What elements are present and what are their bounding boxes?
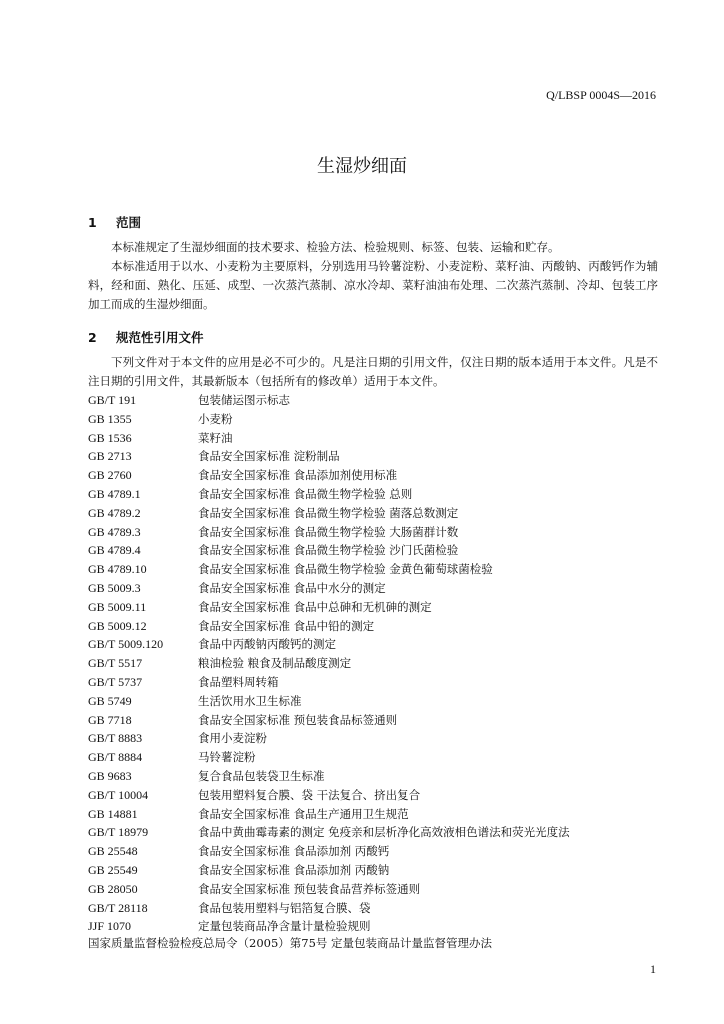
reference-code: GB 7718 bbox=[88, 712, 132, 727]
reference-code: GB 14881 bbox=[88, 806, 138, 821]
reference-title: 小麦粉 bbox=[198, 411, 233, 426]
reference-title: 定量包装商品净含量计量检验规则 bbox=[198, 919, 371, 934]
reference-code: GB 2713 bbox=[88, 449, 132, 464]
reference-title: 食品安全国家标准 食品微生物学检验 沙门氏菌检验 bbox=[198, 543, 459, 558]
reference-row bbox=[88, 805, 668, 824]
reference-code: GB/T 8883 bbox=[88, 731, 143, 746]
reference-code: GB 9683 bbox=[88, 768, 132, 783]
reference-row bbox=[88, 673, 668, 692]
reference-title: 食用小麦淀粉 bbox=[198, 731, 267, 746]
reference-title: 食品安全国家标准 食品微生物学检验 金黄色葡萄球菌检验 bbox=[198, 562, 493, 577]
paragraph: 下列文件对于本文件的应用是必不可少的。凡是注日期的引用文件，仅注日期的版本适用于本文件。凡是不注日期的引用文件，其最新版本（包括所有的修改单）适用于本文件。 bbox=[88, 355, 658, 388]
reference-title: 食品安全国家标准 食品添加剂 丙酸钠 bbox=[198, 862, 390, 877]
reference-row bbox=[88, 429, 668, 448]
section-1-body bbox=[88, 238, 658, 314]
reference-row bbox=[88, 880, 668, 899]
reference-row bbox=[88, 711, 668, 730]
reference-row bbox=[88, 748, 668, 767]
reference-list bbox=[88, 391, 668, 936]
reference-row bbox=[88, 523, 668, 542]
reference-row bbox=[88, 692, 668, 711]
paragraph: 本标准规定了生湿炒细面的技术要求、检验方法、检验规则、标签、包装、运输和贮存。 bbox=[111, 240, 560, 254]
reference-row bbox=[88, 899, 668, 918]
reference-title: 食品安全国家标准 食品添加剂使用标准 bbox=[198, 468, 398, 483]
reference-code: GB 28050 bbox=[88, 881, 138, 896]
reference-code: GB/T 8884 bbox=[88, 750, 143, 765]
reference-code: GB/T 5517 bbox=[88, 656, 143, 671]
reference-row bbox=[88, 447, 668, 466]
reference-title: 马铃薯淀粉 bbox=[198, 750, 256, 765]
reference-title: 食品安全国家标准 食品添加剂 丙酸钙 bbox=[198, 844, 390, 859]
reference-row bbox=[88, 654, 668, 673]
reference-code: GB 4789.10 bbox=[88, 562, 147, 577]
reference-row bbox=[88, 786, 668, 805]
reference-title: 食品安全国家标准 食品中总砷和无机砷的测定 bbox=[198, 599, 432, 614]
reference-title: 食品安全国家标准 预包装食品营养标签通则 bbox=[198, 881, 421, 896]
section-1-heading bbox=[88, 213, 141, 231]
reference-title: 食品安全国家标准 食品微生物学检验 大肠菌群计数 bbox=[198, 524, 459, 539]
reference-row bbox=[88, 842, 668, 861]
paragraph: 本标准适用于以水、小麦粉为主要原料，分别选用马铃薯淀粉、小麦淀粉、菜籽油、丙酸钠、丙酸钙作为辅料，经和面、熟化、压延、成型、一次蒸汽蒸制、凉水冷却、菜籽油油布处理、二次蒸汽蒸制、冷却、包装工序加工而成的生湿炒细面。 bbox=[88, 259, 658, 311]
reference-code: GB/T 28118 bbox=[88, 900, 148, 915]
reference-code: GB 4789.4 bbox=[88, 543, 141, 558]
regulation-reference: 国家质量监督检验检疫总局令（2005）第75号 定量包装商品计量监督管理办法 bbox=[88, 936, 493, 950]
reference-code: GB/T 10004 bbox=[88, 787, 149, 802]
reference-title: 包装储运图示标志 bbox=[198, 393, 290, 407]
reference-code: GB 5009.12 bbox=[88, 618, 147, 633]
reference-title: 食品安全国家标准 淀粉制品 bbox=[198, 449, 340, 464]
page-number: 1 bbox=[650, 962, 656, 976]
section-title: 规范性引用文件 bbox=[116, 330, 204, 345]
reference-row bbox=[88, 617, 668, 636]
reference-row bbox=[88, 504, 668, 523]
reference-code: GB 4789.1 bbox=[88, 486, 141, 501]
reference-code: GB 5749 bbox=[88, 693, 132, 708]
reference-code: GB 1355 bbox=[88, 411, 132, 426]
reference-row bbox=[88, 410, 668, 429]
reference-row bbox=[88, 917, 668, 936]
reference-code: GB/T 5009.120 bbox=[88, 637, 164, 652]
reference-title: 食品中黄曲霉毒素的测定 免疫亲和层析净化高效液相色谱法和荧光光度法 bbox=[198, 825, 570, 840]
reference-row bbox=[88, 861, 668, 880]
reference-title: 食品安全国家标准 食品中水分的测定 bbox=[198, 580, 386, 595]
reference-row bbox=[88, 391, 668, 410]
reference-code: GB 1536 bbox=[88, 430, 132, 445]
reference-title: 食品塑料周转箱 bbox=[198, 674, 279, 689]
section-number: 1 bbox=[88, 215, 97, 230]
page-title: 生湿炒细面 bbox=[317, 156, 407, 177]
standard-code: Q/LBSP 0004S—2016 bbox=[546, 88, 656, 102]
reference-title: 食品安全国家标准 食品中铅的测定 bbox=[198, 618, 375, 633]
reference-title: 生活饮用水卫生标准 bbox=[198, 693, 302, 708]
reference-title: 菜籽油 bbox=[198, 430, 233, 445]
reference-title: 食品安全国家标准 食品生产通用卫生规范 bbox=[198, 806, 409, 821]
reference-code: GB/T 5737 bbox=[88, 674, 143, 689]
section-title: 范围 bbox=[116, 215, 142, 230]
section-2-heading bbox=[88, 328, 204, 346]
reference-code: GB 5009.3 bbox=[88, 580, 141, 595]
reference-row bbox=[88, 598, 668, 617]
reference-code: GB 2760 bbox=[88, 468, 132, 483]
reference-row bbox=[88, 579, 668, 598]
reference-code: GB/T 18979 bbox=[88, 825, 149, 840]
reference-title: 食品包装用塑料与铝箔复合膜、袋 bbox=[198, 900, 371, 915]
reference-title: 包装用塑料复合膜、袋 干法复合、挤出复合 bbox=[198, 787, 421, 802]
reference-row bbox=[88, 729, 668, 748]
reference-row bbox=[88, 485, 668, 504]
reference-code: GB 4789.2 bbox=[88, 505, 141, 520]
reference-title: 食品安全国家标准 食品微生物学检验 总则 bbox=[198, 486, 413, 501]
reference-title: 复合食品包装袋卫生标准 bbox=[198, 768, 325, 783]
section-2-intro bbox=[88, 353, 658, 391]
reference-title: 食品安全国家标准 食品微生物学检验 菌落总数测定 bbox=[198, 505, 459, 520]
section-number: 2 bbox=[88, 330, 97, 345]
reference-code: GB 5009.11 bbox=[88, 599, 147, 614]
reference-row bbox=[88, 466, 668, 485]
reference-row bbox=[88, 767, 668, 786]
reference-code: GB 25549 bbox=[88, 862, 138, 877]
reference-code: GB 25548 bbox=[88, 844, 138, 859]
reference-title: 食品中丙酸钠丙酸钙的测定 bbox=[198, 637, 336, 652]
reference-title: 食品安全国家标准 预包装食品标签通则 bbox=[198, 712, 398, 727]
reference-title: 粮油检验 粮食及制品酸度测定 bbox=[198, 656, 352, 671]
reference-row bbox=[88, 541, 668, 560]
reference-code: GB/T 191 bbox=[88, 393, 137, 407]
reference-row bbox=[88, 560, 668, 579]
reference-row bbox=[88, 823, 668, 842]
reference-code: GB 4789.3 bbox=[88, 524, 141, 539]
reference-row bbox=[88, 635, 668, 654]
reference-code: JJF 1070 bbox=[88, 919, 132, 934]
